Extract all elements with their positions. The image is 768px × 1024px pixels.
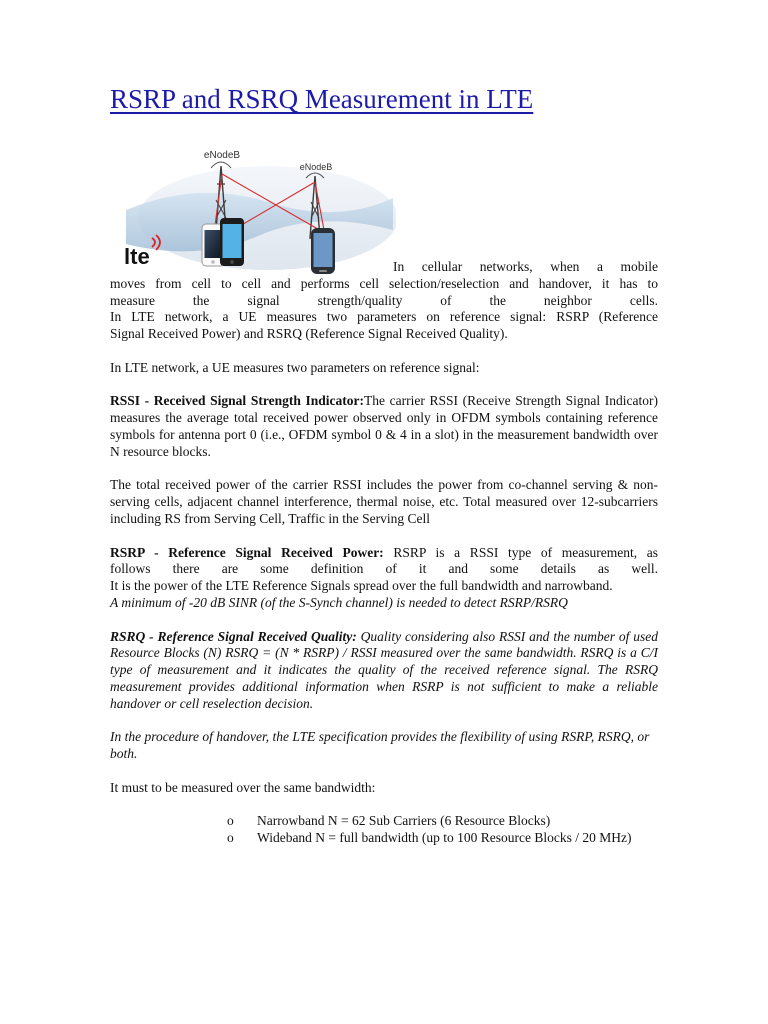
list-item-text: Wideband N = full bandwidth (up to 100 Resource Blocks / 20 MHz) xyxy=(257,830,632,846)
paragraph-rssi xyxy=(110,393,658,460)
lte-network-illustration xyxy=(118,140,396,276)
bandwidth-list xyxy=(110,813,658,847)
intro-line-2: moves from cell to cell and performs cell selection/reselection and handover, it has to xyxy=(110,275,658,291)
rsrp-line-3: It is the power of the LTE Reference Signals spread over the full bandwidth and narrowband. xyxy=(110,578,613,594)
rsrq-text: Quality considering also RSSI and the number of used Resource Blocks (N) RSRQ = (N * RSRP) / RSSI measured over the same bandwidth. RSRQ is a C/I type of measurement and it indicates the quality of the received reference signal. The RSRQ measurement provides additional information when RSRP is not sufficient to make a reliable handover or cell reselection decision. xyxy=(110,628,659,711)
page-title: RSRP and RSRQ Measurement in LTE xyxy=(110,84,534,114)
handover-text: In the procedure of handover, the LTE specification provides the flexibility of using RSRP, RSRQ, or both. xyxy=(110,729,650,762)
paragraph-handover xyxy=(110,729,658,763)
bullet-marker: o xyxy=(227,813,234,829)
paragraph-bandwidth-intro: It must to be measured over the same bandwidth: xyxy=(110,779,376,795)
lte-logo-text: lte xyxy=(124,244,150,269)
rsrp-line-2: follows there are some definition of it and some details as well. xyxy=(110,561,658,577)
list-item xyxy=(227,830,658,847)
enodeb-right-label: eNodeB xyxy=(299,162,333,172)
intro-line-1: In cellular networks, when a mobile xyxy=(393,259,658,274)
enodeb-diagram xyxy=(118,140,396,276)
paragraph-total-power: The total received power of the carrier RSSI includes the power from co-channel serving & non-serving cells, adjacent channel interference, thermal noise, etc. Total measured over 12-subcarriers including RS from Serving Cell, Traffic in the Serving Cell xyxy=(110,477,658,526)
list-item xyxy=(227,813,658,830)
intro-line-4: In LTE network, a UE measures two parameters on reference signal: RSRP (Reference xyxy=(110,309,658,325)
list-item-text: Narrowband N = 62 Sub Carriers (6 Resource Blocks) xyxy=(257,813,551,829)
rsrp-label: RSRP - Reference Signal Received Power: xyxy=(110,544,384,560)
rsrp-line-1: RSRP is a RSSI type of measurement, as xyxy=(393,544,659,560)
enodeb-left-label: eNodeB xyxy=(203,150,241,161)
paragraph-rsrp xyxy=(110,545,658,562)
paragraph-reference-signal: In LTE network, a UE measures two parameters on reference signal: xyxy=(110,359,480,375)
rssi-text: The carrier RSSI (Receive Strength Signal Indicator) measures the average total received power observed only in OFDM symbols containing reference symbols for antenna port 0 (i.e., OFDM symbol 0 & 4 in a slot) in the measurement bandwidth over N resource blocks. xyxy=(110,393,658,459)
document-body xyxy=(110,259,658,847)
bullet-marker: o xyxy=(227,830,234,846)
rsrp-note-text: A minimum of -20 dB SINR (of the S-Synch channel) is needed to detect RSRP/RSRQ xyxy=(110,594,568,610)
intro-line-5: Signal Received Power) and RSRQ (Reference Signal Received Quality). xyxy=(110,326,508,342)
paragraph-rsrq xyxy=(110,629,658,713)
rssi-label: RSSI - Received Signal Strength Indicator: xyxy=(110,393,364,409)
rsrq-label: RSRQ - Reference Signal Received Quality: xyxy=(110,628,357,644)
intro-line-3: measure the signal strength/quality of the neighbor cells. xyxy=(110,292,658,308)
rsrp-note xyxy=(110,595,658,612)
